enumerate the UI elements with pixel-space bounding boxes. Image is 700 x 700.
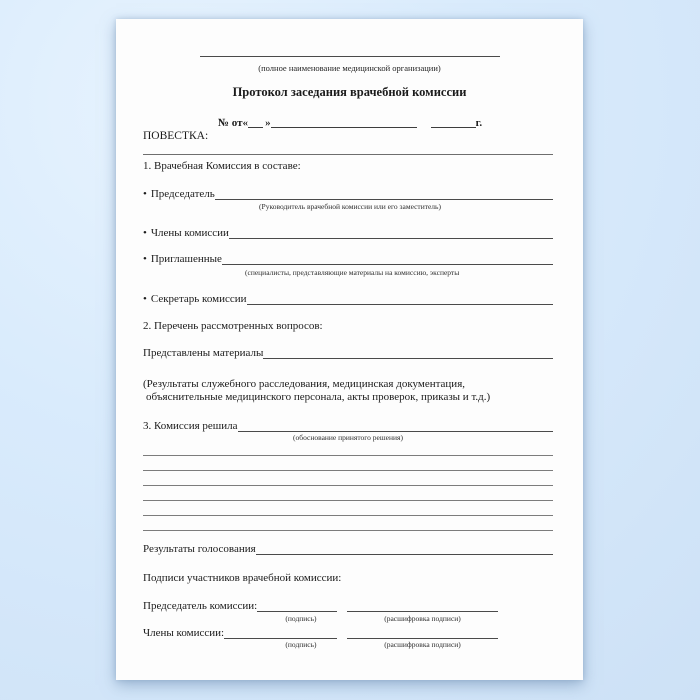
org-name-blank-line[interactable] [200, 56, 500, 57]
blank-line[interactable] [143, 501, 553, 516]
chairman-blank-field[interactable] [215, 199, 553, 200]
secretary-label: Секретарь комиссии [150, 293, 247, 305]
members-name-blank-field[interactable] [347, 638, 498, 639]
chairman-name-blank-field[interactable] [347, 611, 498, 612]
decision-blank-lines [143, 441, 553, 531]
year-suffix-label: г. [475, 117, 483, 129]
section2-heading: 2. Перечень рассмотренных вопросов: [143, 320, 323, 332]
secretary-blank-field[interactable] [247, 304, 554, 305]
bullet-icon: • [143, 188, 147, 200]
document-title: Протокол заседания врачебной комиссии [232, 85, 467, 99]
members-sign-blank-field[interactable] [224, 638, 337, 639]
decision-caption: (обоснование принятого решения) [293, 433, 403, 442]
date-blank-field[interactable] [271, 115, 417, 128]
section1-heading: 1. Врачебная Комиссия в составе: [143, 160, 301, 172]
members-label: Члены комиссии [150, 227, 229, 239]
members-blank-field[interactable] [229, 238, 553, 239]
bullet-icon: • [143, 253, 147, 265]
bullet-icon: • [143, 227, 147, 239]
blank-line[interactable] [143, 471, 553, 486]
voting-label: Результаты голосования [143, 543, 256, 555]
chairman-caption: (Руководитель врачебной комиссии или его заместитель) [259, 202, 441, 211]
decision-row [143, 420, 553, 433]
secretary-row [143, 293, 553, 306]
org-name-caption: (полное наименование медицинской организации) [258, 63, 441, 73]
decision-blank-field[interactable] [238, 431, 554, 432]
blank-line[interactable] [143, 456, 553, 471]
voting-row [143, 543, 553, 556]
decision-label: 3. Комиссия решила [143, 420, 238, 432]
blank-line[interactable] [143, 516, 553, 531]
materials-note-line2: объяснительные медицинского персонала, акты проверок, приказы и т.д.) [146, 391, 491, 403]
agenda-blank-line[interactable] [143, 154, 553, 155]
signatures-heading: Подписи участников врачебной комиссии: [143, 572, 342, 584]
chairman-label: Председатель [150, 188, 215, 200]
invitees-label: Приглашенные [150, 253, 222, 265]
agenda-label: ПОВЕСТКА: [143, 130, 209, 142]
voting-blank-field[interactable] [256, 554, 553, 555]
members-sign-caption: (подпись) [285, 640, 317, 649]
document-page [116, 19, 583, 680]
chairman-sign-caption: (подпись) [285, 614, 317, 623]
blank-line[interactable] [143, 486, 553, 501]
number-blank-field[interactable] [248, 115, 263, 128]
chairman-name-caption: (расшифровка подписи) [384, 614, 461, 623]
chairman-row [143, 188, 553, 201]
materials-label: Представлены материалы [143, 347, 264, 359]
materials-blank-field[interactable] [263, 358, 553, 359]
materials-note-line1: (Результаты служебного расследования, медицинская документация, [143, 378, 465, 390]
year-blank-field[interactable] [431, 115, 476, 128]
members-signature-label: Члены комиссии: [143, 627, 225, 639]
chairman-signature-row [143, 600, 498, 613]
invitees-caption: (специалисты, представляющие материалы на комиссию, эксперты [245, 268, 460, 277]
members-row [143, 227, 553, 240]
chairman-signature-label: Председатель комиссии: [143, 600, 258, 612]
chairman-sign-blank-field[interactable] [257, 611, 337, 612]
members-name-caption: (расшифровка подписи) [384, 640, 461, 649]
materials-row [143, 347, 553, 360]
blank-line[interactable] [143, 441, 553, 456]
members-signature-row [143, 627, 498, 640]
quote-close-label: » [265, 117, 271, 129]
protocol-number-row [218, 115, 482, 130]
bullet-icon: • [143, 293, 147, 305]
number-prefix-label: № от« [218, 117, 249, 129]
invitees-row [143, 253, 553, 266]
invitees-blank-field[interactable] [222, 264, 553, 265]
